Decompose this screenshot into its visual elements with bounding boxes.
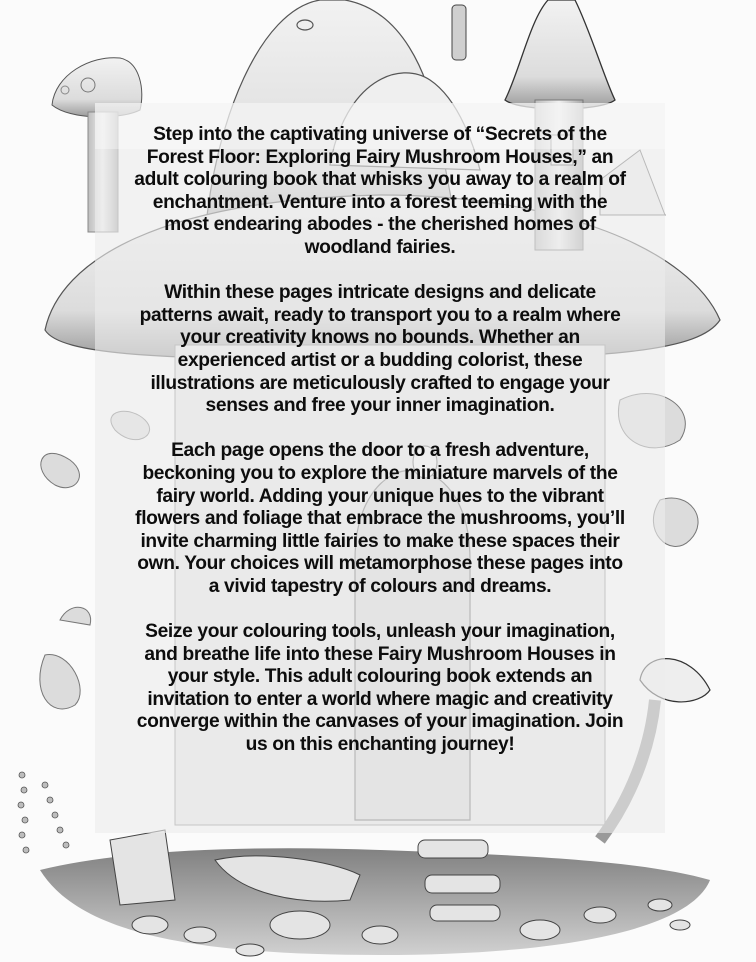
text-line: Forest Floor: Exploring Fairy Mushroom Houses,” an (146, 146, 614, 168)
text-line: and breathe life into these Fairy Mushroom Houses in (144, 643, 616, 665)
text-line: fairy world. Adding your unique hues to the vibrant (156, 485, 604, 507)
text-line: patterns await, ready to transport you to a realm where (139, 304, 621, 326)
text-line: own. Your choices will metamorphose these pages into (137, 553, 623, 575)
description-text (108, 124, 652, 757)
text-line: your creativity knows no bounds. Whether an (180, 327, 580, 349)
paragraph-designs (108, 282, 652, 418)
text-line: adult colouring book that whisks you away to a realm of (134, 169, 626, 191)
text-line: experienced artist or a budding colorist, these (177, 349, 583, 371)
text-line: us on this enchanting journey! (245, 734, 515, 756)
text-line: invitation to enter a world where magic and creativity (147, 688, 613, 710)
text-line: Within these pages intricate designs and delicate (164, 282, 596, 304)
text-line: Each page opens the door to a fresh adventure, (171, 440, 589, 462)
text-line: invite charming little fairies to make these spaces their (140, 530, 620, 552)
text-line: your style. This adult colouring book extends an (167, 666, 593, 688)
text-line: woodland fairies. (304, 236, 456, 258)
paragraph-adventure (108, 440, 652, 598)
text-line: flowers and foliage that embrace the mushrooms, you’ll (135, 508, 625, 530)
text-line: senses and free your inner imagination. (205, 395, 555, 417)
text-line: beckoning you to explore the miniature marvels of the (142, 462, 618, 484)
text-line: Step into the captivating universe of “Secrets of the (153, 124, 607, 145)
text-line: a vivid tapestry of colours and dreams. (208, 575, 552, 597)
text-line: Seize your colouring tools, unleash your imagination, (145, 621, 615, 643)
paragraph-invitation (108, 621, 652, 757)
text-line: converge within the canvases of your imagination. Join (136, 711, 624, 733)
text-line: most endearing abodes - the cherished homes of (164, 214, 596, 236)
text-line: illustrations are meticulously crafted to engage your (150, 372, 610, 394)
paragraph-intro (108, 124, 652, 260)
text-line: enchantment. Venture into a forest teeming with the (152, 191, 608, 213)
